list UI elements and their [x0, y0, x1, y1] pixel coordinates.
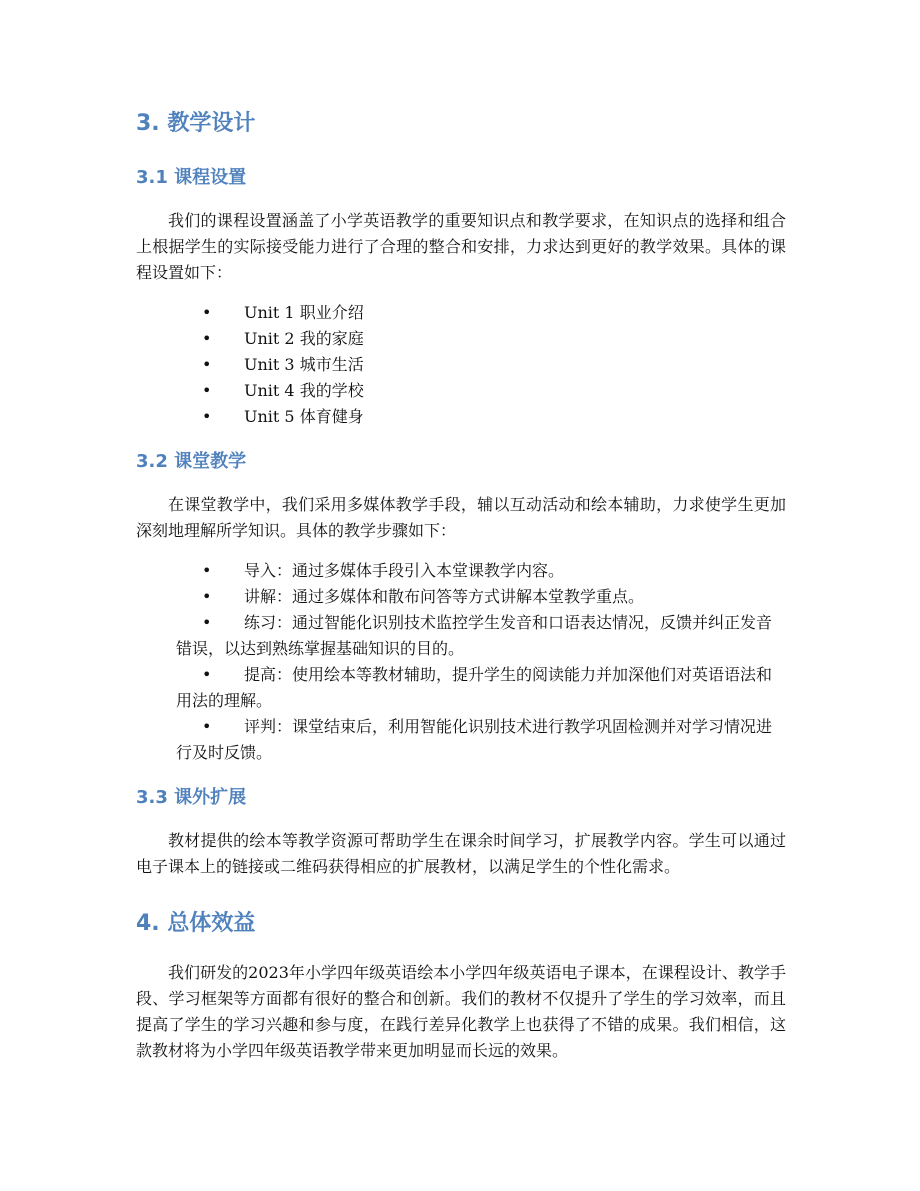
section-3-3-paragraph: 教材提供的绘本等教学资源可帮助学生在课余时间学习，扩展教学内容。学生可以通过电子课本上的链接或二维码获得相应的扩展教材，以满足学生的个性化需求。 [136, 831, 786, 876]
bullet-icon: • [202, 355, 212, 374]
list-item-text: Unit 4 我的学校 [244, 381, 364, 400]
bullet-icon: • [202, 381, 212, 400]
bullet-icon: • [202, 587, 212, 606]
teaching-steps-list [136, 558, 786, 766]
list-item [136, 714, 786, 766]
list-item [136, 300, 786, 326]
list-item [136, 352, 786, 378]
document-page [136, 100, 786, 1064]
bullet-icon: • [202, 613, 212, 632]
list-item-text: 提高：使用绘本等教材辅助，提升学生的阅读能力并加深他们对英语语法和用法的理解。 [176, 665, 773, 710]
list-item [136, 610, 786, 662]
list-item-text: 导入：通过多媒体手段引入本堂课教学内容。 [244, 561, 565, 580]
section-3-2-heading: 3.2 课堂教学 [136, 451, 247, 472]
section-3-2-paragraph: 在课堂教学中，我们采用多媒体教学手段，辅以互动活动和绘本辅助，力求使学生更加深刻地理解所学知识。具体的教学步骤如下： [136, 495, 786, 540]
list-item-text: Unit 1 职业介绍 [244, 303, 364, 322]
bullet-icon: • [202, 407, 212, 426]
section-3-1-paragraph: 我们的课程设置涵盖了小学英语教学的重要知识点和教学要求，在知识点的选择和组合上根据学生的实际接受能力进行了合理的整合和安排，力求达到更好的教学效果。具体的课程设置如下： [136, 211, 786, 282]
bullet-icon: • [202, 561, 212, 580]
section-4-paragraph: 我们研发的2023年小学四年级英语绘本小学四年级英语电子课本，在课程设计、教学手段、学习框架等方面都有很好的整合和创新。我们的教材不仅提升了学生的学习效率，而且提高了学生的学习兴趣和参与度，在践行差异化教学上也获得了不错的成果。我们相信，这款教材将为小学四年级英语教学带来更加明显而长远的效果。 [136, 963, 786, 1060]
list-item [136, 404, 786, 430]
section-3-3-heading: 3.3 课外扩展 [136, 787, 247, 808]
list-item [136, 662, 786, 714]
section-4-heading: 4. 总体效益 [136, 911, 256, 936]
list-item-text: Unit 2 我的家庭 [244, 329, 364, 348]
bullet-icon: • [202, 329, 212, 348]
list-item [136, 378, 786, 404]
list-item [136, 326, 786, 352]
list-item [136, 558, 786, 584]
bullet-icon: • [202, 665, 212, 684]
section-3-heading: 3. 教学设计 [136, 111, 256, 136]
bullet-icon: • [202, 303, 212, 322]
course-unit-list [136, 300, 786, 430]
bullet-icon: • [202, 717, 212, 736]
list-item-text: 讲解：通过多媒体和散布问答等方式讲解本堂教学重点。 [244, 587, 645, 606]
list-item-text: Unit 5 体育健身 [244, 407, 364, 426]
list-item-text: 练习：通过智能化识别技术监控学生发音和口语表达情况，反馈并纠正发音错误，以达到熟练掌握基础知识的目的。 [176, 613, 773, 658]
list-item-text: 评判：课堂结束后，利用智能化识别技术进行教学巩固检测并对学习情况进行及时反馈。 [176, 717, 773, 762]
list-item [136, 584, 786, 610]
section-3-1-heading: 3.1 课程设置 [136, 167, 247, 188]
list-item-text: Unit 3 城市生活 [244, 355, 364, 374]
